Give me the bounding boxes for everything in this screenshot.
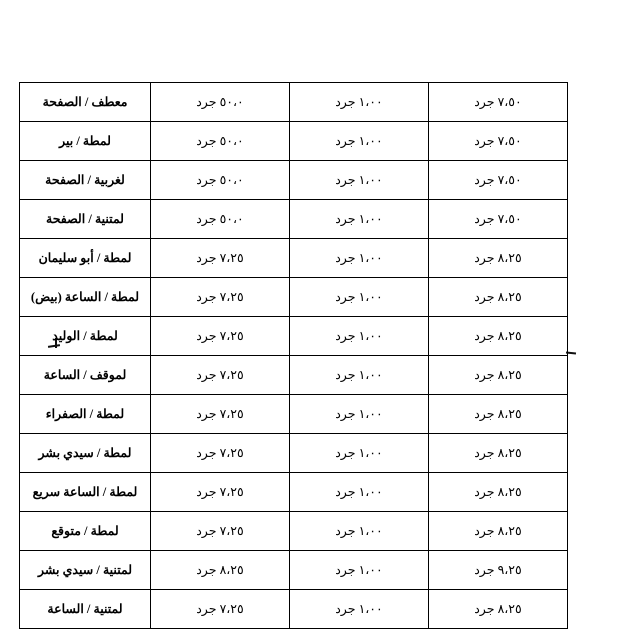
- cell-row-label: لمطة / بير: [20, 122, 151, 161]
- cell-column-b: ١،٠٠ جرد: [290, 356, 429, 395]
- cell-column-b: ١،٠٠ جرد: [290, 317, 429, 356]
- cell-row-label: لمطة / متوقع: [20, 512, 151, 551]
- table-row: [20, 239, 568, 278]
- cell-column-b: ١،٠٠ جرد: [290, 161, 429, 200]
- cell-column-a: ٨،٢٥ جرد: [429, 356, 568, 395]
- cell-row-label: لمطة / سيدي بشر: [20, 434, 151, 473]
- cell-column-b: ١،٠٠ جرد: [290, 83, 429, 122]
- cell-column-a: ٧،٥٠ جرد: [429, 122, 568, 161]
- cell-column-b: ١،٠٠ جرد: [290, 278, 429, 317]
- cell-column-b: ١،٠٠ جرد: [290, 239, 429, 278]
- cell-row-label: لمطة / الساعة (بيض): [20, 278, 151, 317]
- table-row: [20, 200, 568, 239]
- cell-column-c: ٥٠،٠ جرد: [151, 122, 290, 161]
- cell-row-label: لمتنية / الساعة: [20, 590, 151, 629]
- table-row: [20, 395, 568, 434]
- price-table: [19, 82, 568, 629]
- cell-column-c: ٧،٢٥ جرد: [151, 239, 290, 278]
- cell-column-a: ٧،٥٠ جرد: [429, 161, 568, 200]
- cell-column-a: ٨،٢٥ جرد: [429, 512, 568, 551]
- cell-row-label: لمطة / الصفراء: [20, 395, 151, 434]
- cell-column-a: ٨،٢٥ جرد: [429, 473, 568, 512]
- table-row: [20, 473, 568, 512]
- table-row: [20, 317, 568, 356]
- cell-column-c: ٧،٢٥ جرد: [151, 278, 290, 317]
- cell-row-label: لمطة / الساعة سريع: [20, 473, 151, 512]
- cell-column-c: ٧،٢٥ جرد: [151, 473, 290, 512]
- cell-column-b: ١،٠٠ جرد: [290, 512, 429, 551]
- table-row: [20, 551, 568, 590]
- cell-column-b: ١،٠٠ جرد: [290, 551, 429, 590]
- cell-column-c: ٥٠،٠ جرد: [151, 161, 290, 200]
- cell-column-b: ١،٠٠ جرد: [290, 434, 429, 473]
- price-table-body: [20, 83, 568, 629]
- table-row: [20, 122, 568, 161]
- table-row: [20, 278, 568, 317]
- cell-column-a: ٨،٢٥ جرد: [429, 590, 568, 629]
- cell-row-label: لمطة / أبو سليمان: [20, 239, 151, 278]
- cell-column-b: ١،٠٠ جرد: [290, 395, 429, 434]
- cell-column-b: ١،٠٠ جرد: [290, 200, 429, 239]
- table-row: [20, 161, 568, 200]
- cell-column-c: ٥٠،٠ جرد: [151, 200, 290, 239]
- table-row: [20, 590, 568, 629]
- price-table-container: [30, 82, 568, 629]
- cell-column-c: ٧،٢٥ جرد: [151, 317, 290, 356]
- cell-column-a: ٧،٥٠ جرد: [429, 83, 568, 122]
- cell-column-c: ٨،٢٥ جرد: [151, 551, 290, 590]
- table-row: [20, 83, 568, 122]
- table-row: [20, 512, 568, 551]
- cell-row-label: لمتنية / سيدي بشر: [20, 551, 151, 590]
- cell-column-a: ٩،٢٥ جرد: [429, 551, 568, 590]
- cell-row-label: لغربية / الصفحة: [20, 161, 151, 200]
- cell-row-label: لموقف / الساعة: [20, 356, 151, 395]
- cell-column-c: ٧،٢٥ جرد: [151, 434, 290, 473]
- cell-row-label: لمطة / الوليد: [20, 317, 151, 356]
- cell-column-c: ٥٠،٠ جرد: [151, 83, 290, 122]
- cell-column-c: ٧،٢٥ جرد: [151, 590, 290, 629]
- cell-row-label: معطف / الصفحة: [20, 83, 151, 122]
- cell-column-a: ٨،٢٥ جرد: [429, 317, 568, 356]
- table-row: [20, 434, 568, 473]
- cell-column-c: ٧،٢٥ جرد: [151, 512, 290, 551]
- cell-column-b: ١،٠٠ جرد: [290, 590, 429, 629]
- cell-row-label: لمتنية / الصفحة: [20, 200, 151, 239]
- cell-column-a: ٨،٢٥ جرد: [429, 278, 568, 317]
- cell-column-a: ٧،٥٠ جرد: [429, 200, 568, 239]
- cell-column-a: ٨،٢٥ جرد: [429, 239, 568, 278]
- cell-column-a: ٨،٢٥ جرد: [429, 434, 568, 473]
- cell-column-c: ٧،٢٥ جرد: [151, 395, 290, 434]
- cell-column-b: ١،٠٠ جرد: [290, 473, 429, 512]
- cell-column-a: ٨،٢٥ جرد: [429, 395, 568, 434]
- table-row: [20, 356, 568, 395]
- cell-column-c: ٧،٢٥ جرد: [151, 356, 290, 395]
- cell-column-b: ١،٠٠ جرد: [290, 122, 429, 161]
